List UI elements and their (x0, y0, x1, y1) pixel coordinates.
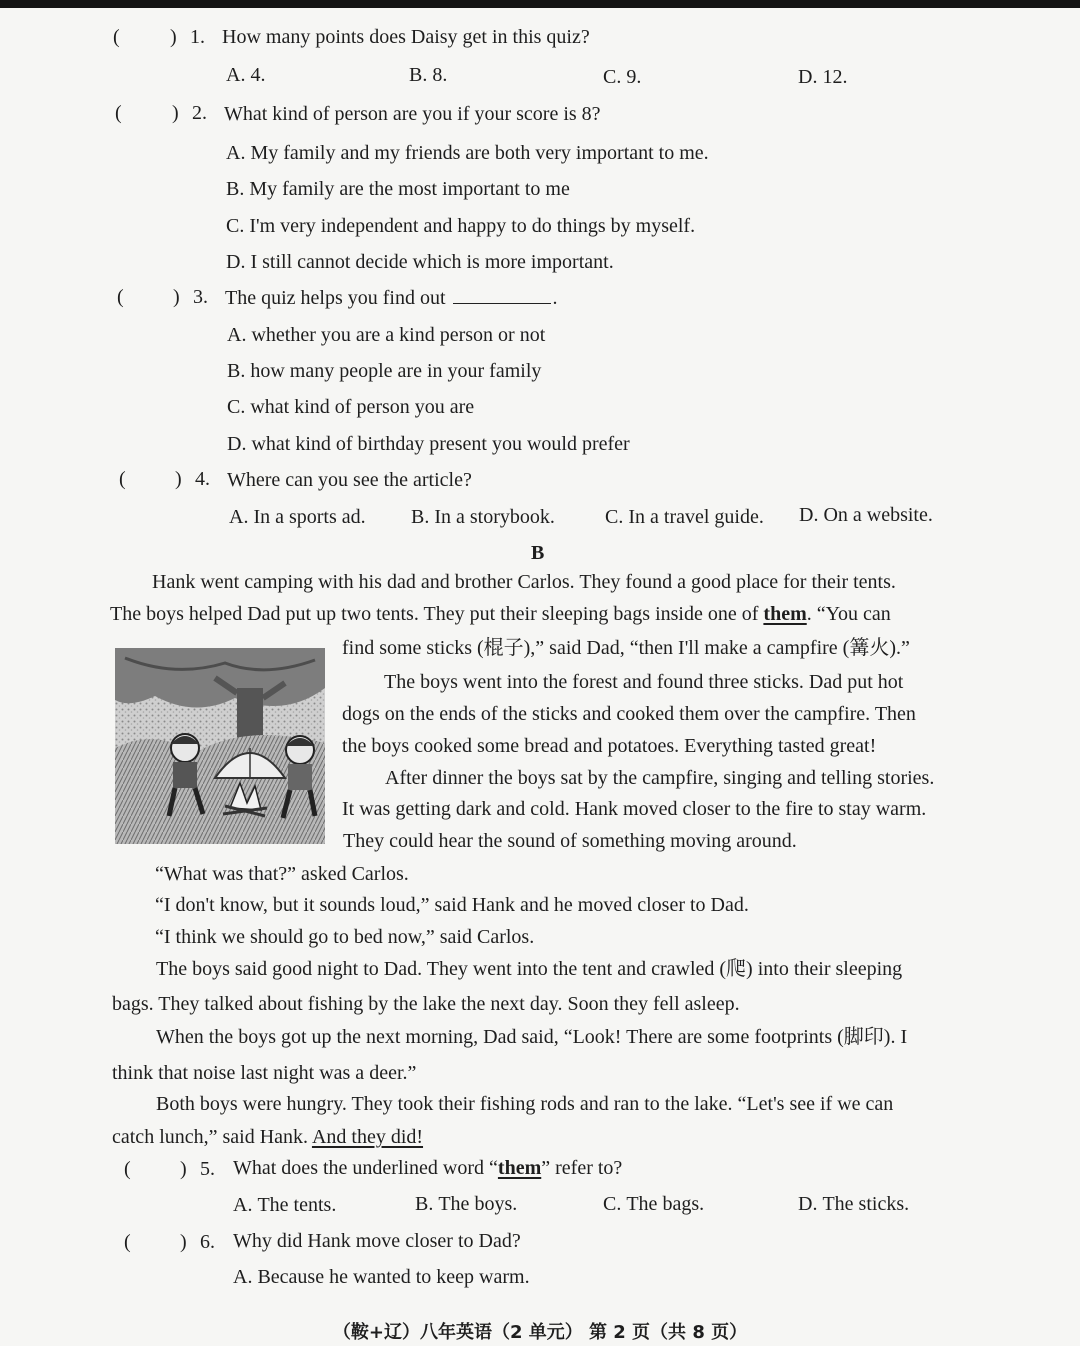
option-b[interactable]: B. In a storybook. (411, 506, 555, 528)
underlined-sentence: And they did! (311, 1126, 424, 1148)
answer-paren-open[interactable]: ( (124, 1231, 131, 1253)
answer-paren-close: ) (170, 26, 177, 48)
top-edge-bar (0, 0, 1080, 8)
question-text: Where can you see the article? (227, 469, 472, 491)
option-c[interactable]: C. I'm very independent and happy to do things by myself. (226, 215, 696, 237)
passage-line: After dinner the boys sat by the campfire, singing and telling stories. (385, 767, 935, 789)
answer-paren-open[interactable]: ( (115, 102, 122, 124)
option-a[interactable]: A. My family and my friends are both very important to me. (226, 142, 709, 164)
passage-line: The boys helped Dad put up two tents. They put their sleeping bags inside one of them. “You can (110, 603, 891, 625)
passage-line: Both boys were hungry. They took their fishing rods and ran to the lake. “Let's see if we can (156, 1093, 894, 1115)
answer-paren-close: ) (180, 1158, 187, 1180)
option-a[interactable]: A. In a sports ad. (229, 506, 366, 528)
answer-paren-close: ) (173, 286, 180, 308)
passage-line: dogs on the ends of the sticks and cooked them over the campfire. Then (342, 703, 916, 725)
answer-paren-open[interactable]: ( (117, 286, 124, 308)
option-d[interactable]: D. 12. (798, 66, 848, 88)
passage-line: The boys went into the forest and found three sticks. Dad put hot (384, 671, 904, 693)
option-c[interactable]: C. what kind of person you are (227, 396, 475, 418)
passage-line: bags. They talked about fishing by the lake the next day. Soon they fell asleep. (112, 993, 740, 1015)
option-b[interactable]: B. My family are the most important to me (226, 178, 570, 200)
question-number: 6. (200, 1231, 215, 1253)
question-number: 2. (192, 102, 207, 124)
question-text: How many points does Daisy get in this quiz? (222, 26, 590, 48)
question-text: What does the underlined word “them” refer to? (233, 1157, 623, 1179)
page-footer: （鞍+辽）八年英语（2 单元） 第 2 页（共 8 页） (332, 1322, 748, 1343)
question-number: 1. (190, 26, 205, 48)
camping-illustration (115, 648, 325, 844)
option-c[interactable]: C. In a travel guide. (605, 506, 764, 528)
option-a[interactable]: A. Because he wanted to keep warm. (233, 1266, 530, 1288)
question-number: 4. (195, 468, 210, 490)
passage-line: “I don't know, but it sounds loud,” said Hank and he moved closer to Dad. (155, 894, 749, 916)
question-number: 3. (193, 286, 208, 308)
passage-line: catch lunch,” said Hank. And they did! (112, 1126, 424, 1148)
answer-paren-close: ) (180, 1231, 187, 1253)
answer-blank[interactable] (453, 287, 551, 304)
answer-paren-close: ) (175, 468, 182, 490)
question-number: 5. (200, 1158, 215, 1180)
answer-paren-open[interactable]: ( (113, 26, 120, 48)
passage-line: “I think we should go to bed now,” said Carlos. (155, 926, 535, 948)
option-c[interactable]: C. The bags. (603, 1193, 705, 1215)
answer-paren-close: ) (172, 102, 179, 124)
option-b[interactable]: B. 8. (409, 64, 448, 86)
option-d[interactable]: D. The sticks. (798, 1193, 910, 1215)
option-a[interactable]: A. The tents. (233, 1194, 337, 1216)
question-text: The quiz helps you find out . (225, 287, 558, 309)
passage-line: think that noise last night was a deer.” (112, 1062, 417, 1084)
answer-paren-open[interactable]: ( (119, 468, 126, 490)
question-text: Why did Hank move closer to Dad? (233, 1230, 521, 1252)
passage-line: the boys cooked some bread and potatoes. Everything tasted great! (342, 735, 877, 757)
option-c[interactable]: C. 9. (603, 66, 642, 88)
passage-line: When the boys got up the next morning, Dad said, “Look! There are some footprints (脚印). I (156, 1026, 908, 1048)
option-d[interactable]: D. what kind of birthday present you would prefer (227, 433, 630, 455)
underlined-word: them (763, 603, 807, 625)
option-d[interactable]: D. On a website. (799, 504, 933, 526)
passage-line: find some sticks (棍子),” said Dad, “then I'll make a campfire (篝火).” (342, 637, 910, 659)
section-heading: B (531, 542, 545, 564)
option-b[interactable]: B. how many people are in your family (227, 360, 542, 382)
question-text: What kind of person are you if your score is 8? (224, 103, 601, 125)
camping-illustration-svg (115, 648, 325, 844)
option-d[interactable]: D. I still cannot decide which is more important. (226, 251, 614, 273)
option-a[interactable]: A. 4. (226, 64, 266, 86)
option-b[interactable]: B. The boys. (415, 1193, 518, 1215)
passage-line: They could hear the sound of something moving around. (343, 830, 797, 852)
passage-line: It was getting dark and cold. Hank moved closer to the fire to stay warm. (342, 798, 927, 820)
passage-line: “What was that?” asked Carlos. (155, 863, 409, 885)
passage-line: Hank went camping with his dad and brother Carlos. They found a good place for their tents. (152, 571, 896, 593)
option-a[interactable]: A. whether you are a kind person or not (227, 324, 546, 346)
answer-paren-open[interactable]: ( (124, 1158, 131, 1180)
passage-line: The boys said good night to Dad. They went into the tent and crawled (爬) into their sleeping (156, 958, 903, 980)
